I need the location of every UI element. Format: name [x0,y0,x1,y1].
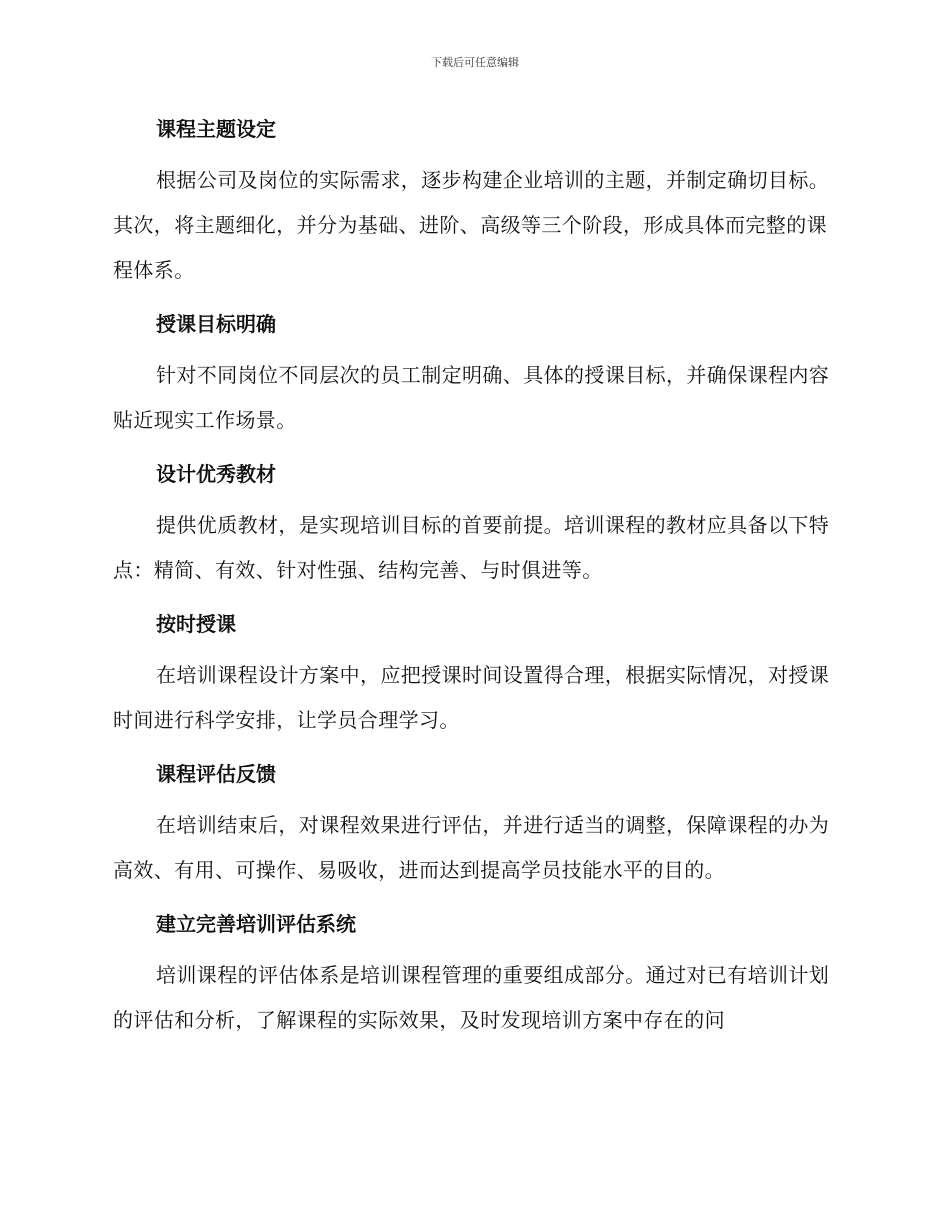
section-heading: 按时授课 [156,612,236,636]
section-evaluation-system [113,899,833,1043]
section-evaluation-feedback [113,749,833,893]
document-body [113,104,833,1049]
section-materials [113,449,833,593]
section-schedule [113,599,833,743]
section-heading: 建立完善培训评估系统 [156,912,356,936]
section-paragraph: 在培训课程设计方案中，应把授课时间设置得合理，根据实际情况，对授课时间进行科学安排，让学员合理学习。 [113,663,830,732]
section-paragraph: 在培训结束后，对课程效果进行评估，并进行适当的调整，保障课程的办为高效、有用、可操作、易吸收，进而达到提高学员技能水平的目的。 [113,813,830,882]
section-paragraph: 培训课程的评估体系是培训课程管理的重要组成部分。通过对已有培训计划的评估和分析，了解课程的实际效果，及时发现培训方案中存在的问 [113,963,830,1032]
section-heading: 课程主题设定 [156,117,276,141]
section-heading: 课程评估反馈 [156,762,276,786]
section-paragraph: 针对不同岗位不同层次的员工制定明确、具体的授课目标，并确保课程内容贴近现实工作场景。 [113,363,830,432]
section-heading: 授课目标明确 [156,312,276,336]
section-course-topic [113,104,833,293]
section-heading: 设计优秀教材 [156,462,276,486]
section-paragraph: 根据公司及岗位的实际需求，逐步构建企业培训的主题，并制定确切目标。其次，将主题细化，并分为基础、进阶、高级等三个阶段，形成具体而完整的课程体系。 [113,168,830,282]
section-teaching-goals [113,299,833,443]
header-note: 下载后可任意编辑 [431,56,519,69]
section-paragraph: 提供优质教材，是实现培训目标的首要前提。培训课程的教材应具备以下特点：精简、有效、针对性强、结构完善、与时俱进等。 [113,513,830,582]
